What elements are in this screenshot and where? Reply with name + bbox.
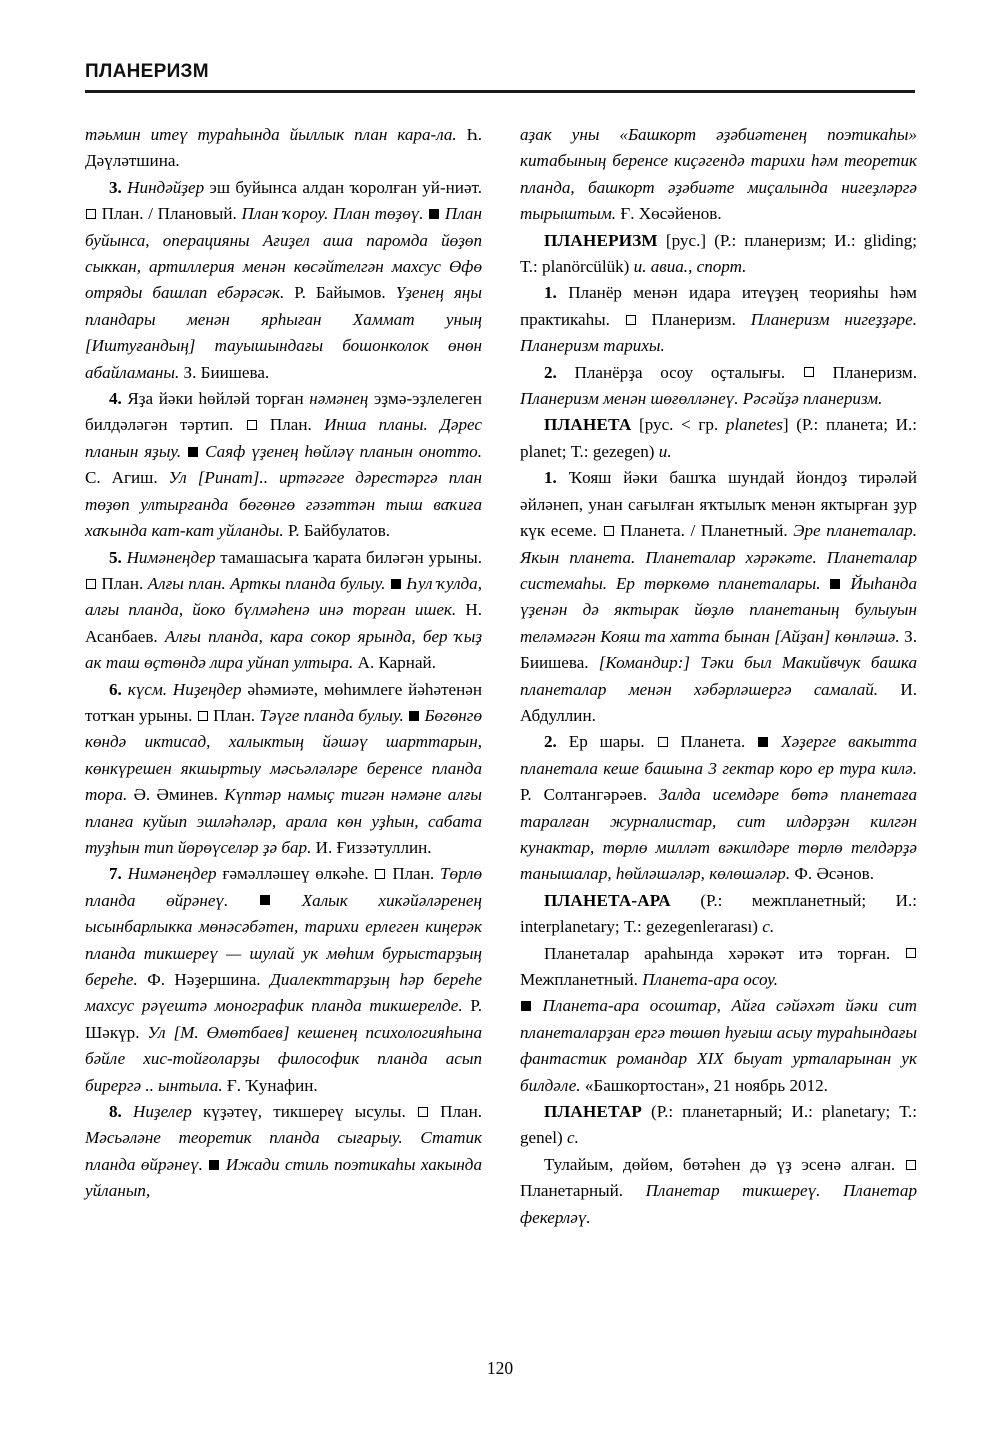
sense-gloss-italic: Ниҙелер [133, 1102, 192, 1122]
filled-square-icon [188, 447, 198, 457]
citation: Йыһанда үҙенән дә яктырак йөҙлө планетаның булыуын теләмәгән Кояш та хатта бынан [Айҙан] көнләшә. [520, 573, 918, 646]
filled-square-icon [409, 711, 419, 721]
citation-2: Үҙенең яңы пландары менән ярһыған Хаммат уның [Иштуғандың] тауышындағы бошонколок өнөн абайламаны. [85, 283, 482, 382]
sense-gloss: Тулайым, дөйөм, бөтәһен дә үҙ эсенә алған. [544, 1154, 896, 1174]
filled-square-icon [260, 895, 270, 905]
sense-gloss-lead: Яҙа йәки һөйләй торған [127, 389, 304, 409]
grammar-label: с. [567, 1128, 579, 1148]
sense-number: 2. [544, 732, 557, 752]
open-square-icon [804, 367, 814, 377]
column-container [85, 122, 917, 1231]
open-square-icon [906, 948, 916, 958]
citation-source: С. Агиш. [85, 468, 158, 488]
citation-2: Диалекттарҙың һәр береһе махсус рәүештә монографик планда тикшерелде. [85, 970, 482, 1016]
translation-equivalents: (Р.: планетарный; И.: planetary; Т.: genel) [520, 1102, 918, 1148]
sense-gloss: тамашасыға ҡарата биләгән урыны. [220, 547, 482, 567]
russian-equivalent: Планета. / Планетный. [620, 521, 788, 541]
citation: Хәҙерге вакытта планетала кеше башына 3 гектар коро ер тура килә. [520, 732, 918, 778]
examples: Планеризм менән шөғөлләнеү. Рәсәйҙә планеризм. [520, 389, 883, 409]
filled-square-icon [758, 737, 768, 747]
examples: Планетар тикшереү. Планетар фекерләү. [520, 1181, 917, 1227]
entry-planeta-sense-2 [520, 729, 917, 887]
right-column [520, 122, 917, 1231]
sense-gloss: ғәмәлләшеү өлкәһе. [222, 864, 369, 884]
translation-equivalents: (Р.: межпланетный; И.: interplanetary; Т.: gezegenlerarası) [520, 890, 917, 937]
sense-number: 1. [544, 283, 557, 303]
sense-gloss: Планеталар араһында хәрәкәт итә торған. [544, 943, 891, 963]
entry-planetar-body [520, 1152, 917, 1231]
open-square-icon [658, 737, 668, 747]
examples: Төрлө планда өйрәнеү. [85, 864, 482, 910]
examples: Эре планеталар. Якын планета. Планеталар хәрәкәте. Планеталар системаһы. Ер төркөмө планеталары. [520, 521, 917, 593]
sense-8 [85, 1099, 482, 1231]
citation-2-source: И. Абдуллин. [520, 679, 917, 725]
grammar-label: и. авиа., спорт. [633, 257, 747, 277]
sense-7 [85, 861, 482, 1099]
entry-planeta-ara-head [520, 888, 917, 941]
sense-number: 7. [109, 864, 122, 884]
russian-equivalent: Межпланетный. [520, 970, 638, 989]
entry-planeta-ara-body [520, 941, 917, 994]
citation: Халык хикәйәләренең ысынбарлыкка мөнәсәбәтен, тарихи ерлеген киңерәк планда тикшереү — шулай ук мөһим бурыстарҙың береһе. [85, 890, 482, 989]
entry-planeta-sense-1 [520, 465, 917, 729]
page-number: 120 [486, 1358, 514, 1378]
open-square-icon [604, 526, 614, 536]
citation-source: «Башкортостан», 21 ноябрь 2012. [584, 1075, 828, 1095]
running-head-title: ПЛАНЕРИЗМ [85, 61, 209, 82]
headword: ПЛАНЕТАР [544, 1102, 643, 1122]
filled-square-icon [830, 579, 840, 589]
continuation-italic: тәьмин итеү тураһында йыллык план кара-ла. [85, 125, 457, 144]
entry-planeta-ara-citation [520, 993, 917, 1099]
headword: ПЛАНЕТА [544, 415, 632, 435]
entry-planerizm-sense-1 [520, 280, 917, 359]
usage-label: күсм. [127, 679, 168, 699]
etymology: [рус. < гр. planetes] [639, 415, 789, 435]
citation: Планета-ара осоштар, Айға сәйәхәт йәки сит планеталарҙан ергә төшөп һуғыш асыу тураһындағы фантастик романдар XIX быуат урталарынан ук билдәле. [520, 996, 917, 1095]
translation-equivalents: (Р.: планета; И.: planet; Т.: gezegen) [520, 415, 917, 461]
entry-planerizm-head [520, 228, 917, 281]
russian-equivalent: План. [269, 415, 312, 435]
sense-gloss: күҙәтеү, тикшереү ысулы. [202, 1102, 406, 1122]
grammar-label: с. [762, 917, 775, 937]
sense-number: 1. [544, 468, 557, 488]
headword: ПЛАНЕРИЗМ [544, 230, 658, 250]
sense-gloss-italic: Нимәнеңдер [127, 864, 217, 884]
sense-gloss: эҙмә-эҙлелеген билдәләгән тәртип. [85, 389, 482, 435]
filled-square-icon [521, 1001, 531, 1011]
sense-gloss-italic: нәмәнең [309, 389, 369, 409]
examples: Планеризм нигеҙҙәре. Планеризм тарихы. [520, 309, 917, 356]
running-head [85, 62, 915, 93]
open-square-icon [375, 869, 385, 879]
russian-equivalent: План. [440, 1102, 483, 1122]
entry-planeta-head [520, 412, 917, 465]
citation-2-source: А. Карнай. [357, 653, 436, 673]
grammar-label: и. [658, 441, 672, 461]
sense-gloss: Планёрҙа осоу оҫталығы. [574, 362, 786, 382]
citation-source: З. Биишева. [520, 626, 917, 673]
paragraph-continuation [520, 122, 917, 228]
entry-planerizm-sense-2 [520, 360, 917, 413]
examples: Тәүге планда булыу. [259, 705, 404, 725]
sense-gloss-italic: Ниҙеңдер [172, 679, 242, 699]
citation: Һул ҡулда, алғы планда, йоко бүлмәһенә инә торған ишек. [85, 573, 483, 620]
citation-2: Күптәр намыҫ тигән нәмәне алғы планға куйып эшләһәләр, арала көн уҙһын, сабата туҙһын тип йөрөүселәр ҙә бар. [85, 785, 482, 857]
citation-2: Алғы планда, кара сокор ярында, бер ҡыҙ ак таш өҫтөндә лира уйнап ултыра. [85, 626, 482, 673]
citation-3: Ул [М. Өмөтбаев] кешенең психологияһына бәйле хис-тойғоларҙы философик планда асып бирергә .. ынтыла. [85, 1022, 482, 1095]
filled-square-icon [209, 1160, 219, 1170]
entry-planetar-head [520, 1099, 917, 1152]
sense-number: 2. [544, 362, 557, 382]
sense-number: 5. [109, 547, 122, 567]
citation-2-source: Р. Шәкүр. [85, 996, 482, 1042]
examples: Мәсьәләне теоретик планда сығарыу. Статик планда өйрәнеү. [85, 1128, 482, 1174]
russian-equivalent: План. [101, 573, 144, 593]
open-square-icon [86, 209, 96, 219]
russian-equivalent: План. / Плановый. [101, 204, 237, 224]
sense-3 [85, 175, 482, 386]
sense-gloss: Ҡояш йәки башҡа шундай йондоҙ тирәләй әйләнеп, унан сағылған яҡтылыҡ менән яктырған ҙур күк есеме. [520, 468, 917, 541]
citation: План буйынса, операцияны Ағиҙел аша паромда йөҙөп сыккан, артиллерия менән көсәйтелгән махсус Өфө отряды башлап ебәрәсәк. [85, 204, 482, 303]
citation-source: Ә. Әминев. [133, 785, 218, 805]
citation-2: Ул [Ринат].. иртәгәге дәрестәргә план төҙөп ултырғанда бөгөнгө гәзәттән тыш ваҡиға хаҡында кат-кат уйланды. [85, 468, 482, 541]
citation-2-source: И. Ғиззәтуллин. [315, 837, 432, 857]
paragraph-continuation [85, 122, 482, 175]
open-square-icon [198, 711, 208, 721]
translation-equivalents: (Р.: планеризм; И.: gliding; Т.: planörcülük) [520, 230, 917, 277]
citation-3-source: Ғ. Ҡунафин. [226, 1075, 318, 1095]
citation-2-source: Ф. Әсәнов. [794, 864, 875, 884]
sense-gloss: Ер шары. [568, 732, 645, 752]
examples: План ҡороу. План төҙөү. [241, 204, 424, 224]
open-square-icon [626, 315, 636, 325]
sense-number: 8. [109, 1102, 122, 1122]
citation: Бөгөнгө көндә иктисад, халыктың йәшәү шарттарын, көнкүрешен якшыртыу мәсьәләләре беренсе планда тора. [85, 705, 482, 805]
sense-4 [85, 386, 482, 544]
sense-number: 4. [109, 389, 122, 409]
continuation-source: Ғ. Хөсәйенов. [620, 204, 722, 224]
examples: Планета-ара осоу. [642, 970, 778, 989]
open-square-icon [86, 579, 96, 589]
citation-source: Ф. Нәҙершина. [147, 970, 261, 989]
sense-5 [85, 545, 482, 677]
etymology: [рус.] [665, 230, 707, 250]
russian-equivalent: Планета. [680, 732, 746, 752]
russian-equivalent: Планеризм. [651, 309, 736, 329]
russian-equivalent: Планетарный. [520, 1181, 624, 1201]
sense-gloss: эш буйынса алдан ҡоролған уй-ниәт. [209, 177, 482, 197]
open-square-icon [247, 420, 257, 430]
examples: Алғы план. Арткы планда булыу. [147, 573, 386, 593]
citation-2-source: Р. Байбулатов. [287, 521, 391, 541]
filled-square-icon [429, 209, 439, 219]
citation-partial: Ижади стиль поэтикаһы хакында уйланып, [85, 1154, 482, 1201]
filled-square-icon [391, 579, 401, 589]
citation-2: Залда исемдәре бөтә планетаға таралған журналистар, сит илдәрҙән килгән кунактар, төрлө милләт вәкилдәре төрлө телдәрҙә танышалар, һөйләшәләр, көлөшәләр. [520, 785, 917, 884]
open-square-icon [906, 1160, 916, 1170]
etymology-source-word: planetes [725, 415, 783, 435]
russian-equivalent: Планеризм. [832, 362, 918, 382]
continuation-source: Һ. Дәүләтшина. [85, 125, 482, 171]
citation-source: Р. Солтангәрәев. [520, 785, 647, 805]
citation-2-source: З. Биишева. [183, 362, 270, 382]
sense-number: 6. [109, 679, 122, 699]
headword: ПЛАНЕТА-АРА [544, 890, 671, 910]
sense-6 [85, 677, 482, 862]
examples: Инша планы. Дәрес планын яҙыу. [85, 415, 483, 461]
russian-equivalent: План. [392, 864, 435, 884]
sense-gloss-italic: Нимәнеңдер [126, 547, 216, 567]
continuation-citation: аҙак уны «Башкорт әҙәбиәтенең поэтикаһы» китабының беренсе киҫәгендә тарихи һәм теоретик планда, башкорт әҙәбиәте миҫалында нигеҙләргә тырыштым. [520, 125, 917, 224]
left-column [85, 122, 482, 1231]
sense-gloss-italic: Ниндәйҙер [127, 177, 205, 197]
citation: Саяф үҙенең һөйләү планын онотто. [205, 441, 482, 461]
header-rule [85, 90, 915, 93]
russian-equivalent: План. [213, 705, 256, 725]
open-square-icon [418, 1107, 428, 1117]
sense-gloss: Планёр менән идара итеүҙең теорияһы һәм практикаһы. [520, 283, 917, 329]
citation-source: Р. Байымов. [294, 283, 386, 303]
sense-gloss: әһәмиәте, мөһимлеге йәһәтенән тотҡан урыны. [85, 679, 482, 725]
sense-number: 3. [109, 177, 122, 197]
citation-2: [Командир:] Тәки был Макийвчук башка планеталар менән хәбәрләшергә самалай. [520, 653, 917, 699]
citation-source: Н. Асанбаев. [85, 600, 482, 646]
